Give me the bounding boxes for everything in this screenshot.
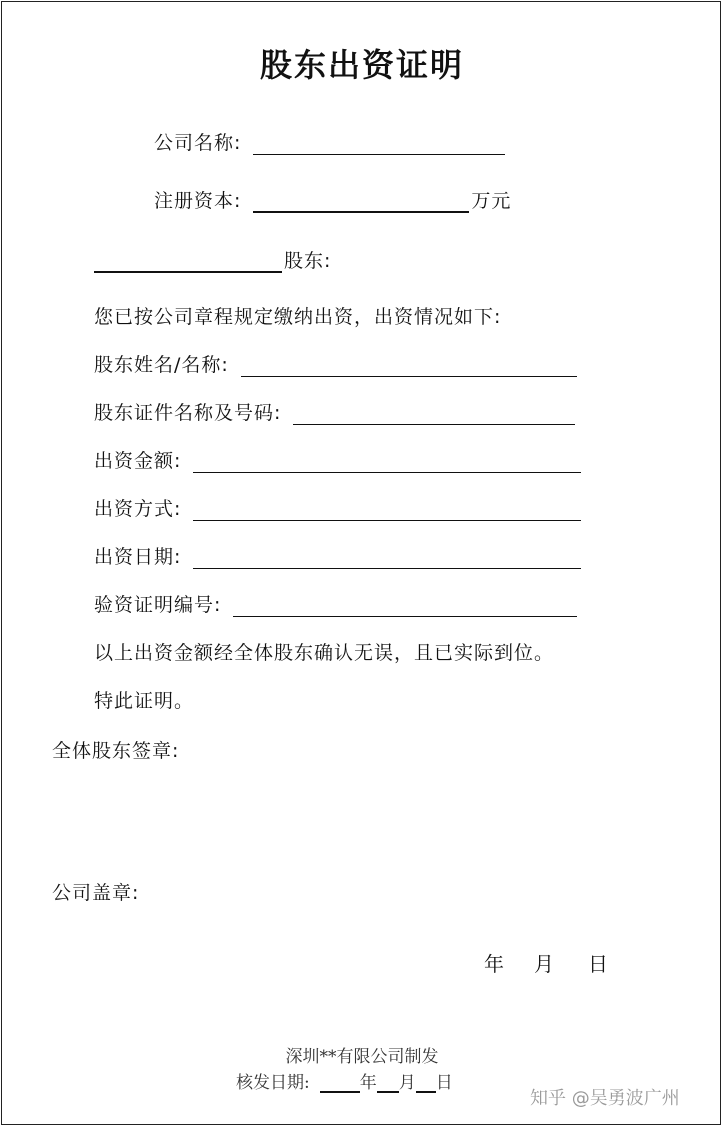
field-label: 股东证件名称及号码: [94, 402, 282, 424]
issue-month-label: 月 [398, 1073, 416, 1093]
confirmation-text: 以上出资金额经全体股东确认无误，且已实际到位。 [94, 642, 555, 664]
certify-text: 特此证明。 [94, 690, 195, 712]
field-blank[interactable] [233, 594, 577, 617]
issue-year-blank[interactable] [320, 1073, 360, 1093]
field-blank[interactable] [241, 354, 577, 377]
registered-capital-blank[interactable] [253, 189, 469, 213]
field-blank[interactable] [193, 498, 581, 521]
footer-issue-date [236, 1068, 453, 1093]
issue-year-label: 年 [359, 1073, 377, 1093]
field-row-shareholder-name [94, 350, 577, 377]
field-label: 出资金额: [94, 450, 182, 472]
date-month: 月 [534, 952, 554, 976]
shareholder-row [94, 246, 331, 273]
field-row-id-document [94, 398, 575, 425]
company-name-label: 公司名称: [154, 132, 242, 154]
issue-day-blank[interactable] [416, 1073, 436, 1093]
company-name-blank[interactable] [253, 132, 505, 155]
date-day: 日 [588, 952, 608, 976]
registered-capital-unit: 万元 [471, 190, 512, 212]
field-label: 出资日期: [94, 546, 182, 568]
date-year: 年 [484, 952, 504, 976]
field-row-verification-no [94, 590, 577, 617]
field-row-amount [94, 446, 581, 473]
field-blank[interactable] [293, 402, 575, 425]
issue-month-blank[interactable] [377, 1073, 399, 1093]
company-seal-label: 公司盖章: [52, 882, 140, 904]
field-blank[interactable] [193, 450, 581, 473]
field-row-method [94, 494, 581, 521]
shareholder-blank[interactable] [94, 249, 282, 273]
field-row-date [94, 542, 581, 569]
all-shareholders-sign-label: 全体股东签章: [52, 740, 180, 762]
field-blank[interactable] [193, 546, 581, 569]
field-label: 股东姓名/名称: [94, 354, 229, 376]
company-name-row [154, 128, 505, 155]
registered-capital-label: 注册资本: [154, 190, 242, 212]
field-label: 出资方式: [94, 498, 182, 520]
watermark: 知乎 @吴勇波广州 [530, 1088, 680, 1109]
intro-text: 您已按公司章程规定缴纳出资，出资情况如下: [94, 306, 502, 328]
shareholder-label: 股东: [284, 250, 332, 272]
registered-capital-row [154, 186, 511, 213]
footer-issuer: 深圳**有限公司制发 [285, 1047, 439, 1067]
issue-date-label: 核发日期: [236, 1073, 310, 1093]
field-label: 验资证明编号: [94, 594, 222, 616]
document-title: 股东出资证明 [259, 46, 464, 84]
document-date [484, 948, 608, 977]
issue-day-label: 日 [435, 1073, 453, 1093]
